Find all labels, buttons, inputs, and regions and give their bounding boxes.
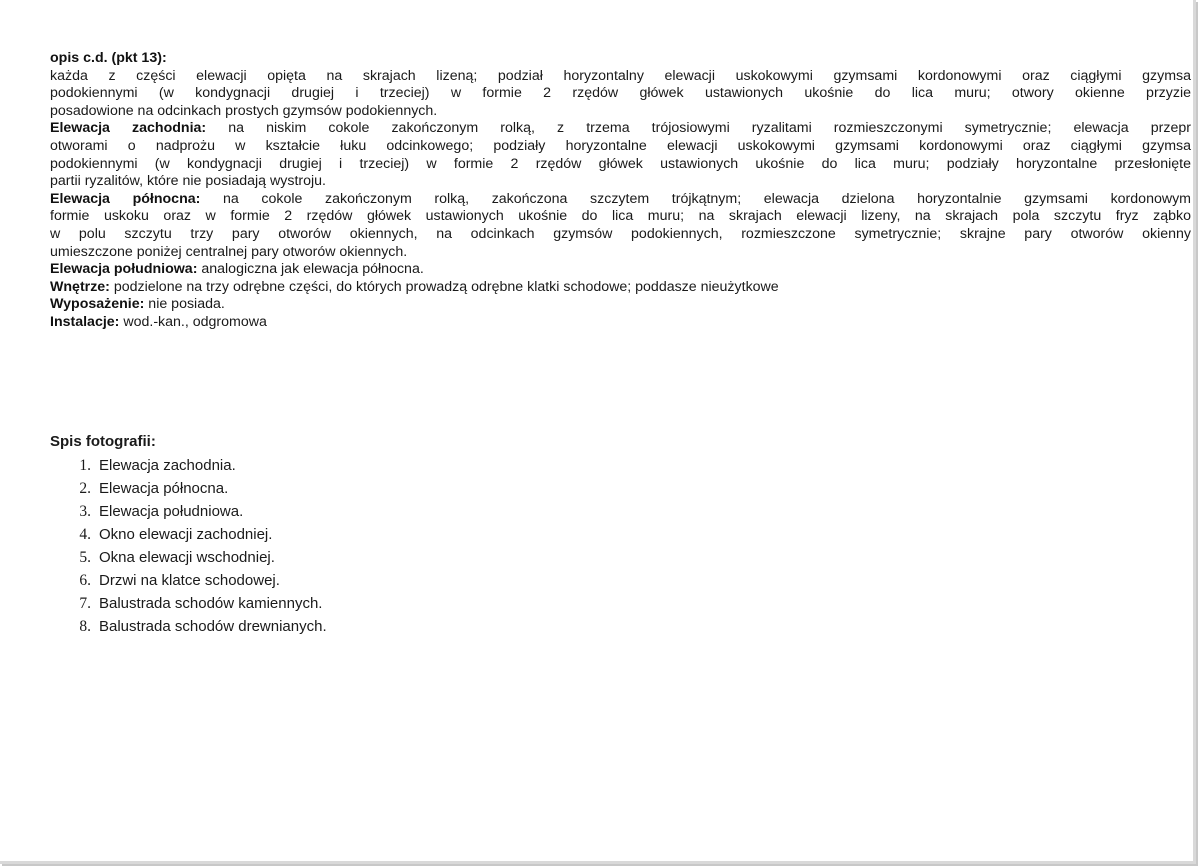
equipment-label: Wyposażenie: [50, 296, 145, 313]
south-elevation-line: Elewacja południowa: analogiczna jak elewacja północna. [50, 261, 424, 278]
photo-list-item: 1. Elewacja zachodnia. [79, 457, 236, 474]
south-elevation-label: Elewacja południowa: [50, 261, 198, 278]
north-elevation-line-4: umieszczone poniżej centralnej pary otworów okiennych. [50, 243, 408, 260]
equipment-line: Wyposażenie: nie posiada. [50, 296, 225, 313]
west-elevation-line-4: partii ryzalitów, które nie posiadają wystroju. [50, 173, 326, 190]
photo-list-item: 7. Balustrada schodów kamiennych. [79, 595, 323, 612]
installations-label: Instalacje: [50, 313, 120, 330]
photo-list-item: 2. Elewacja północna. [79, 480, 229, 497]
west-elevation-line-2: otworami o nadprożu w kształcie łuku odcinkowego; podziały horyzontalne elewacji uskokowymi gzymsami kordonowymi oraz ciągłymi gzymsa [50, 137, 1191, 154]
west-elevation-line-1: Elewacja zachodnia: na niskim cokole zakończonym rolką, z trzema trójosiowymi ryzalitami rozmieszczonymi symetrycznie; elewacja przepr [50, 120, 1191, 137]
west-elevation-line-3: podokiennymi (w kondygnacji drugiej i trzeciej) w formie 2 rzędów główek ustawionych ukośnie do lica muru; podziały horyzontalne przesłonięte [50, 155, 1191, 172]
north-elevation-line-2: formie uskoku oraz w formie 2 rzędów główek ustawionych ukośnie do lica muru; na skrajach elewacji lizeny, na skrajach pola szczytu fryz ząbko [50, 208, 1191, 225]
interior-label: Wnętrze: [50, 278, 110, 295]
photo-list [50, 454, 650, 638]
description-section [50, 50, 1193, 332]
photo-list-title: Spis fotografii: [50, 433, 156, 450]
photo-list-item: 5. Okna elewacji wschodniej. [79, 549, 275, 566]
intro-line-1: każda z części elewacji opięta na skrajach lizeną; podział horyzontalny elewacji uskokowymi gzymsami kordonowymi oraz ciągłymi gzymsa [50, 67, 1191, 84]
north-elevation-line-1: Elewacja północna: na cokole zakończonym rolką, zakończona szczytem trójkątnym; elewacja dzielona horyzontalnie gzymsami kordonowym [50, 190, 1192, 207]
photo-list-item: 3. Elewacja południowa. [79, 503, 244, 520]
photo-list-item: 4. Okno elewacji zachodniej. [79, 526, 273, 543]
north-elevation-label: Elewacja północna: [50, 190, 201, 207]
interior-line: Wnętrze: podzielone na trzy odrębne części, do których prowadzą odrębne klatki schodowe; poddasze nieużytkowe [50, 278, 779, 295]
intro-line-2: podokiennymi (w kondygnacji drugiej i trzeciej) w formie 2 rzędów główek ustawionych ukośnie do lica muru; otwory okienne przyzie [50, 85, 1191, 102]
installations-line: Instalacje: wod.-kan., odgromowa [50, 313, 267, 330]
intro-line-3: posadowione na odcinkach prostych gzymsów podokiennych. [50, 102, 438, 119]
photo-list-item: 6. Drzwi na klatce schodowej. [79, 572, 280, 589]
photo-list-item: 8. Balustrada schodów drewnianych. [79, 618, 327, 635]
photo-list-section [50, 432, 650, 638]
west-elevation-label: Elewacja zachodnia: [50, 120, 207, 137]
north-elevation-line-3: w polu szczytu trzy pary otworów okiennych, na odcinkach gzymsów podokiennych, rozmieszczone symetrycznie; skrajne pary otworów okienny [50, 225, 1191, 242]
section-heading: opis c.d. (pkt 13): [50, 50, 167, 66]
